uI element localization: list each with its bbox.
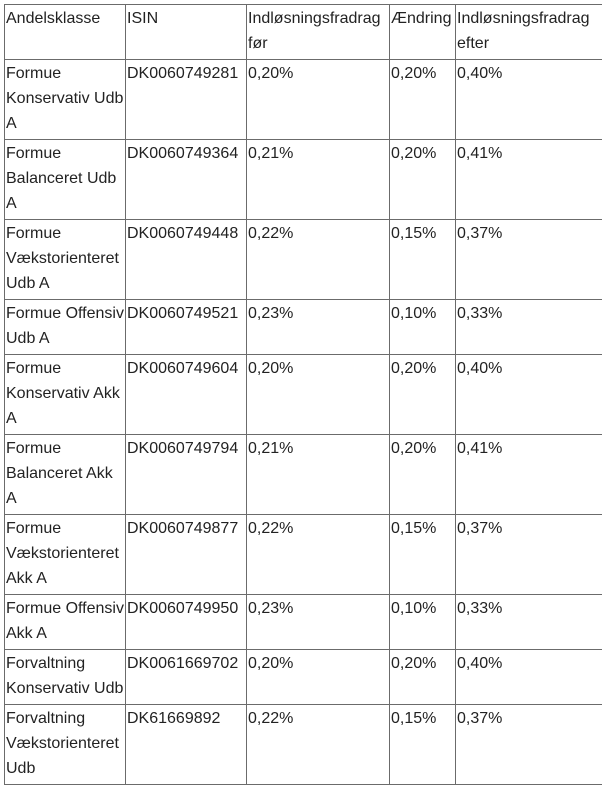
cell-fee-before: 0,22% [247, 515, 390, 595]
cell-share-class: Formue Vækstorienteret Udb A [5, 220, 126, 300]
cell-change: 0,15% [390, 220, 456, 300]
cell-share-class: Formue Offensiv Udb A [5, 300, 126, 355]
cell-fee-after: 0,33% [456, 595, 602, 650]
cell-fee-after: 0,40% [456, 355, 602, 435]
cell-isin: DK0060749950 [126, 595, 247, 650]
cell-fee-before: 0,22% [247, 705, 390, 785]
cell-fee-before: 0,23% [247, 595, 390, 650]
table-row [5, 60, 602, 140]
cell-fee-before: 0,22% [247, 220, 390, 300]
cell-fee-after: 0,37% [456, 705, 602, 785]
cell-isin: DK0060749281 [126, 60, 247, 140]
cell-change: 0,20% [390, 140, 456, 220]
cell-fee-before: 0,20% [247, 650, 390, 705]
cell-fee-after: 0,40% [456, 650, 602, 705]
cell-fee-after: 0,40% [456, 60, 602, 140]
cell-isin: DK0060749448 [126, 220, 247, 300]
cell-isin: DK0060749877 [126, 515, 247, 595]
cell-isin: DK0061669702 [126, 650, 247, 705]
table-body [5, 60, 602, 785]
cell-change: 0,15% [390, 705, 456, 785]
cell-isin: DK0060749794 [126, 435, 247, 515]
cell-share-class: Forvaltning Konservativ Udb [5, 650, 126, 705]
cell-isin: DK61669892 [126, 705, 247, 785]
table-row [5, 595, 602, 650]
header-row [5, 5, 602, 60]
cell-isin: DK0060749364 [126, 140, 247, 220]
redemption-fee-table [4, 4, 602, 785]
cell-share-class: Formue Offensiv Akk A [5, 595, 126, 650]
cell-fee-before: 0,23% [247, 300, 390, 355]
cell-share-class: Formue Vækstorienteret Akk A [5, 515, 126, 595]
cell-share-class: Formue Konservativ Akk A [5, 355, 126, 435]
table-row [5, 355, 602, 435]
cell-fee-before: 0,21% [247, 140, 390, 220]
cell-fee-after: 0,37% [456, 515, 602, 595]
table-row [5, 435, 602, 515]
table-row [5, 515, 602, 595]
table-row [5, 220, 602, 300]
cell-share-class: Formue Konservativ Udb A [5, 60, 126, 140]
cell-isin: DK0060749521 [126, 300, 247, 355]
header-fee-before: Indløsningsfradrag før [247, 5, 390, 60]
cell-change: 0,10% [390, 595, 456, 650]
cell-change: 0,20% [390, 435, 456, 515]
cell-change: 0,10% [390, 300, 456, 355]
header-isin: ISIN [126, 5, 247, 60]
cell-share-class: Formue Balanceret Akk A [5, 435, 126, 515]
table-row [5, 650, 602, 705]
cell-fee-before: 0,21% [247, 435, 390, 515]
table-header [5, 5, 602, 60]
cell-fee-after: 0,33% [456, 300, 602, 355]
header-share-class: Andelsklasse [5, 5, 126, 60]
cell-fee-after: 0,41% [456, 140, 602, 220]
header-fee-after: Indløsningsfradrag efter [456, 5, 602, 60]
cell-fee-before: 0,20% [247, 355, 390, 435]
cell-isin: DK0060749604 [126, 355, 247, 435]
table-row [5, 300, 602, 355]
cell-change: 0,15% [390, 515, 456, 595]
header-change: Ændring [390, 5, 456, 60]
cell-share-class: Formue Balanceret Udb A [5, 140, 126, 220]
table-row [5, 705, 602, 785]
cell-fee-after: 0,41% [456, 435, 602, 515]
cell-change: 0,20% [390, 60, 456, 140]
table-row [5, 140, 602, 220]
cell-change: 0,20% [390, 355, 456, 435]
cell-fee-after: 0,37% [456, 220, 602, 300]
cell-change: 0,20% [390, 650, 456, 705]
cell-fee-before: 0,20% [247, 60, 390, 140]
cell-share-class: Forvaltning Vækstorienteret Udb [5, 705, 126, 785]
